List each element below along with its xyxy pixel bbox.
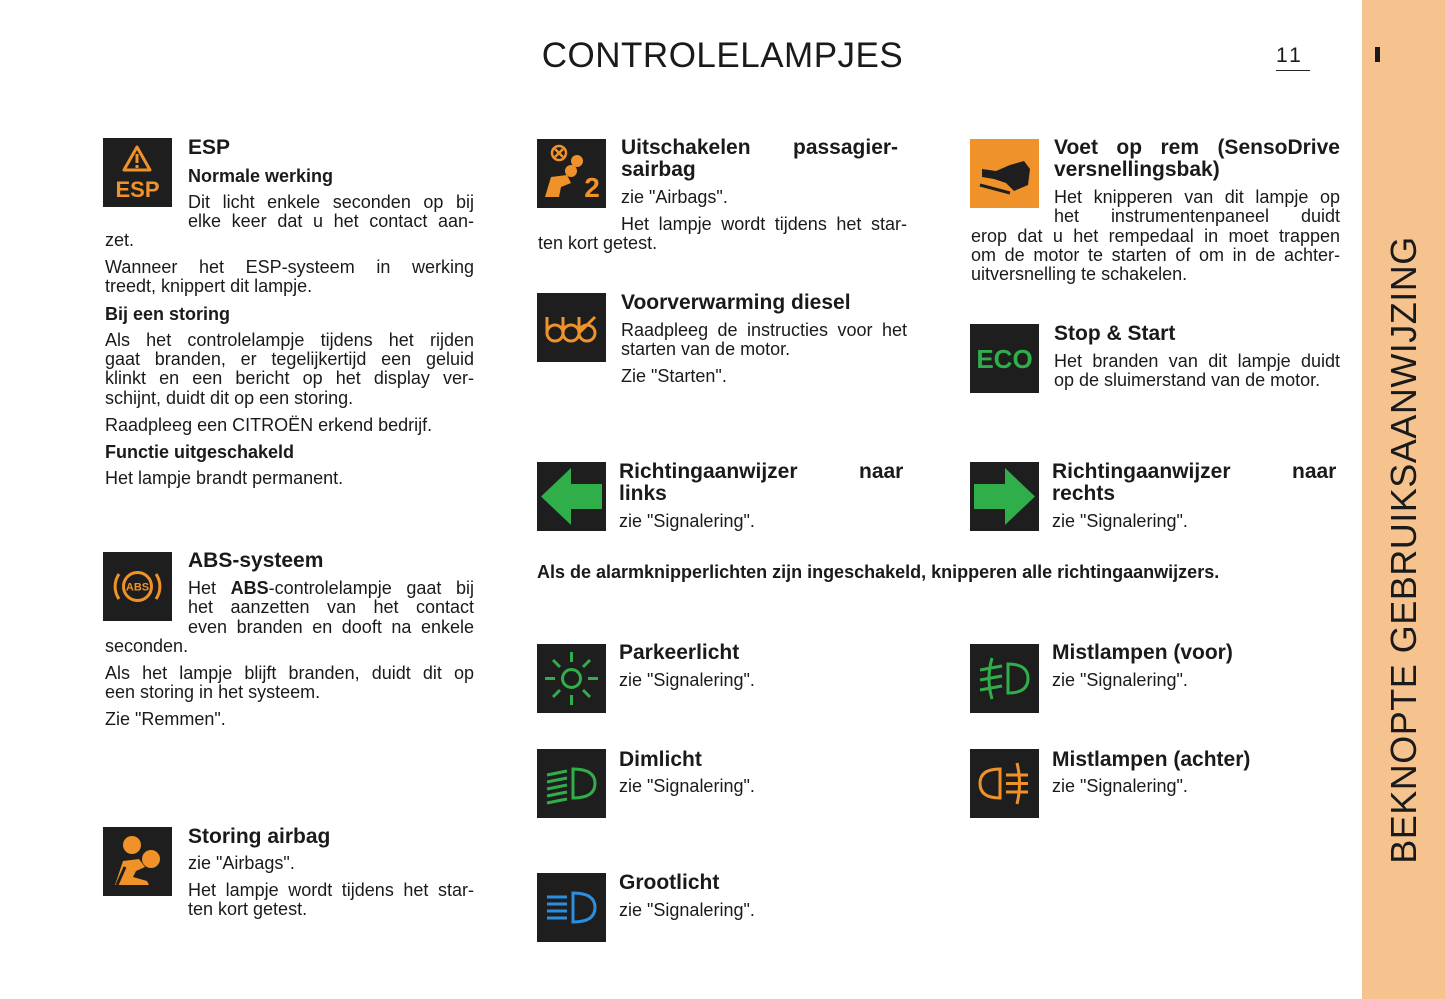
brake-foot-text: erop dat u het rempedaal in moet trappen (971, 226, 1340, 246)
parking-light-text: zie "Signalering". (619, 670, 755, 690)
airbag-fault-icon (103, 827, 172, 896)
parking-light-icon (537, 644, 606, 713)
passenger-airbag-title: Uitschakelen (621, 136, 751, 159)
page-number: 11 (1276, 44, 1304, 67)
section-tab-marker (1375, 47, 1380, 62)
preheat-text: Zie "Starten". (621, 366, 727, 386)
parking-light-title: Parkeerlicht (619, 641, 740, 664)
esp-warning-icon (103, 138, 172, 207)
main-beam-text: zie "Signalering". (619, 900, 755, 920)
esp-text-line: Dit licht enkele seconden op bij (188, 192, 474, 212)
abs-title: ABS-systeem (188, 549, 324, 572)
preheat-text: starten van de motor. (621, 339, 791, 359)
brake-foot-title: Voet op rem (SensoDrive (1054, 136, 1340, 159)
indicator-left-title: links (619, 482, 667, 505)
brake-foot-text: het instrumentenpaneel duidt (1054, 206, 1340, 226)
eco-stop-start-icon (970, 324, 1039, 393)
esp-text-line: elke keer dat u het contact aan- (188, 211, 474, 231)
indicator-left-title: naar (859, 460, 904, 483)
stop-start-text: op de sluimerstand van de motor. (1054, 370, 1321, 390)
passenger-airbag-title: passagier- (793, 136, 899, 159)
esp-text-line: Het lampje brandt permanent. (105, 468, 344, 488)
passenger-airbag-off-icon (537, 139, 606, 208)
preheat-text: Raadpleeg de instructies voor het (621, 320, 907, 340)
abs-icon-label: ABS (125, 581, 150, 594)
abs-text-line: Het ABS-controlelampje gaat bij (188, 578, 474, 598)
turn-right-indicator-icon (970, 462, 1039, 531)
esp-text-line: schijnt, duidt dit op een storing. (105, 388, 354, 408)
esp-icon-label: ESP (115, 177, 160, 202)
indicator-left-text: zie "Signalering". (619, 511, 755, 531)
esp-text-line: Wanneer het ESP-systeem in werking (105, 257, 474, 277)
esp-text-line: zet. (105, 230, 135, 250)
airbag-fault-text: ten kort getest. (188, 899, 308, 919)
turn-left-indicator-icon (537, 462, 606, 531)
section-tab-label-box (1362, 160, 1445, 940)
hazard-note: Als de alarmknipperlichten zijn ingeschakeld, knipperen alle richtingaanwijzers. (537, 562, 1220, 582)
fog-front-text: zie "Signalering". (1052, 670, 1188, 690)
abs-text-line: seconden. (105, 636, 189, 656)
page-number-underline (1276, 70, 1310, 71)
esp-subheading-normal: Normale werking (188, 166, 334, 186)
fog-rear-title: Mistlampen (achter) (1052, 748, 1251, 771)
dipped-beam-title: Dimlicht (619, 748, 702, 771)
brake-foot-text: uitversnelling te schakelen. (971, 264, 1188, 284)
stop-start-text: Het branden van dit lampje duidt (1054, 351, 1340, 371)
section-tab-label: BEKNOPTE GEBRUIKSAANWIJZING (1382, 236, 1424, 864)
dipped-beam-icon (537, 749, 606, 818)
abs-text-line: Als het lampje blijft branden, duidt dit op (105, 663, 474, 683)
airbag-fault-text: Het lampje wordt tijdens het star- (188, 880, 474, 900)
abs-text-line: het aanzetten van het contact (188, 597, 474, 617)
esp-subheading-disabled: Functie uitgeschakeld (105, 442, 295, 462)
eco-icon-label: ECO (976, 344, 1033, 374)
page-title: CONTROLELAMPJES (541, 36, 904, 75)
esp-subheading-fault: Bij een storing (105, 304, 231, 324)
indicator-right-title: rechts (1052, 482, 1116, 505)
esp-text-line: klinkt en een bericht op het display ver- (105, 368, 474, 388)
indicator-right-text: zie "Signalering". (1052, 511, 1188, 531)
preheat-title: Voorverwarming diesel (621, 291, 851, 314)
abs-text-line: Zie "Remmen". (105, 709, 226, 729)
indicator-right-title: Richtingaanwijzer (1052, 460, 1231, 483)
glow-plug-icon (537, 293, 606, 362)
passenger-airbag-text: zie "Airbags". (621, 187, 728, 207)
passenger-airbag-title: sairbag (621, 158, 696, 181)
esp-text-line: Raadpleeg een CITROËN erkend bedrijf. (105, 415, 433, 435)
brake-foot-text: Het knipperen van dit lampje op (1054, 187, 1340, 207)
fog-rear-text: zie "Signalering". (1052, 776, 1188, 796)
esp-title: ESP (188, 136, 231, 159)
stop-start-title: Stop & Start (1054, 322, 1176, 345)
airbag-fault-text: zie "Airbags". (188, 853, 295, 873)
passenger-airbag-text: ten kort getest. (538, 233, 658, 253)
esp-text-line: treedt, knippert dit lampje. (105, 276, 313, 296)
passenger-airbag-icon-label: 2 (584, 172, 600, 203)
indicator-right-title: naar (1292, 460, 1337, 483)
brake-foot-text: om de motor te starten of om in de achter- (971, 245, 1340, 265)
main-beam-icon (537, 873, 606, 942)
foot-on-brake-icon (970, 139, 1039, 208)
abs-text-line: even branden en dooft na enkele (188, 617, 474, 637)
abs-text-line: een storing in het systeem. (105, 682, 321, 702)
passenger-airbag-text: Het lampje wordt tijdens het star- (621, 214, 907, 234)
rear-fog-light-icon (970, 749, 1039, 818)
abs-warning-icon (103, 552, 172, 621)
airbag-fault-title: Storing airbag (188, 825, 331, 848)
esp-text-line: Als het controlelampje tijdens het rijden (105, 330, 474, 350)
brake-foot-title: versnellingsbak) (1054, 158, 1220, 181)
indicator-left-title: Richtingaanwijzer (619, 460, 798, 483)
dipped-beam-text: zie "Signalering". (619, 776, 755, 796)
main-beam-title: Grootlicht (619, 871, 720, 894)
front-fog-light-icon (970, 644, 1039, 713)
esp-text-line: gaat branden, er tegelijkertijd een geluid (105, 349, 474, 369)
fog-front-title: Mistlampen (voor) (1052, 641, 1233, 664)
